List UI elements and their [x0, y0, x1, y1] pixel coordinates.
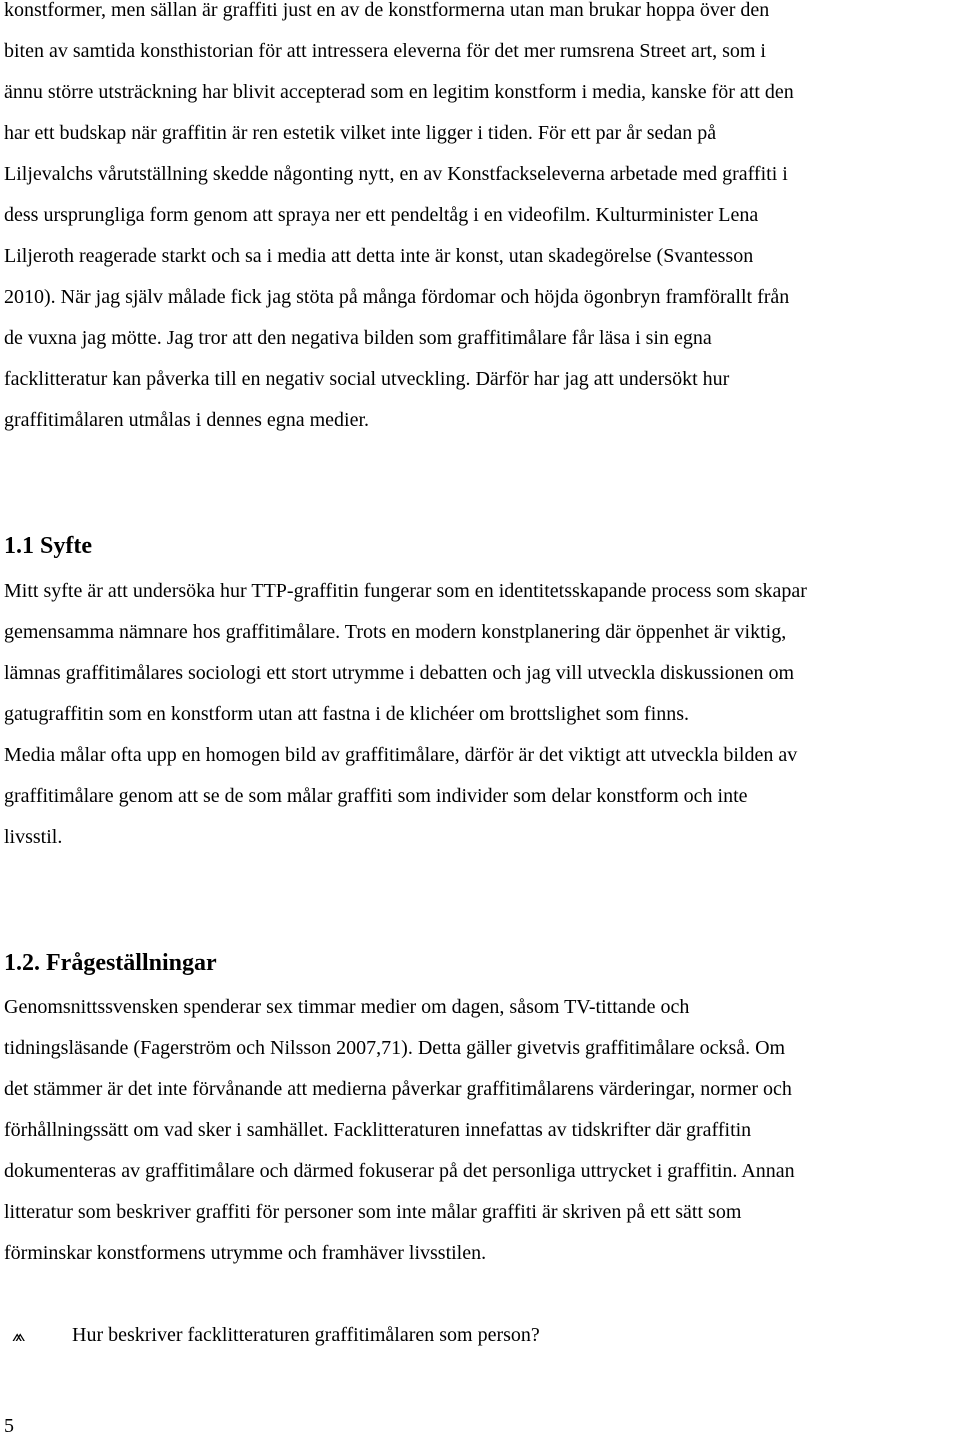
fragestallningar-paragraph: [4, 987, 960, 1274]
section-heading-syfte: 1.1 Syfte: [4, 533, 92, 559]
paragraph-line: litteratur som beskriver graffiti för personer som inte målar graffiti är skriven på ett sätt som: [4, 1201, 742, 1223]
research-question-text: Hur beskriver facklitteraturen graffitimålaren som person?: [72, 1324, 540, 1346]
paragraph-line: tidningsläsande (Fagerström och Nilsson 2007,71). Detta gäller givetvis graffitimålare också. Om: [4, 1037, 786, 1059]
section-heading-fragestallningar: 1.2. Frågeställningar: [4, 950, 217, 976]
paragraph-line: Liljeroth reagerade starkt och sa i media att detta inte är konst, utan skadegörelse (Svantesson: [4, 245, 754, 267]
paragraph-line: dess ursprungliga form genom att spraya ner ett pendeltåg i en videofilm. Kulturminister Lena: [4, 204, 759, 226]
syfte-paragraph: [4, 571, 960, 858]
paragraph-line: lämnas graffitimålares sociologi ett stort utrymme i debatten och jag vill utveckla diskussionen om: [4, 662, 795, 684]
paragraph-line: förminskar konstformens utrymme och framhäver livsstilen.: [4, 1242, 487, 1264]
paragraph-line: dokumenteras av graffitimålare och därmed fokuserar på det personliga uttrycket i graffitin. Annan: [4, 1160, 795, 1182]
paragraph-line: Liljevalchs vårutställning skedde någonting nytt, en av Konstfackseleverna arbetade med graffiti i: [4, 163, 788, 185]
page-number: 5: [4, 1415, 14, 1437]
intro-paragraph: [4, 0, 960, 441]
paragraph-line: graffitimålaren utmålas i dennes egna medier.: [4, 409, 370, 431]
paragraph-line: Mitt syfte är att undersöka hur TTP-graffitin fungerar som en identitetsskapande process som skapar: [4, 580, 807, 602]
paragraph-line: har ett budskap när graffitin är ren estetik vilket inte ligger i tiden. För ett par år sedan på: [4, 122, 717, 144]
paragraph-line: 2010). När jag själv målade fick jag stöta på många fördomar och höjda ögonbryn framförallt från: [4, 286, 790, 308]
paragraph-line: livsstil.: [4, 826, 63, 848]
paragraph-line: ännu större utsträckning har blivit accepterad som en legitim konstform i media, kanske för att den: [4, 81, 794, 103]
paragraph-line: Genomsnittssvensken spenderar sex timmar medier om dagen, såsom TV-tittande och: [4, 996, 690, 1018]
research-question-item: [12, 1320, 540, 1351]
paragraph-line: facklitteratur kan påverka till en negativ social utveckling. Därför har jag att undersökt hur: [4, 368, 730, 390]
paragraph-line: förhållningssätt om vad sker i samhället. Facklitteraturen innefattas av tidskrifter där graffitin: [4, 1119, 752, 1141]
paragraph-line: graffitimålare genom att se de som målar graffiti som individer som delar konstform och inte: [4, 785, 748, 807]
paragraph-line: gemensamma nämnare hos graffitimålare. Trots en modern konstplanering där öppenhet är viktig,: [4, 621, 787, 643]
paragraph-line: gatugraffitin som en konstform utan att fastna i de klichéer om brottslighet som finns.: [4, 703, 690, 725]
paragraph-line: Media målar ofta upp en homogen bild av graffitimålare, därför är det viktigt att utveckla bilden av: [4, 744, 798, 766]
bullet-icon: ⩕: [12, 1326, 26, 1346]
paragraph-line: konstformer, men sällan är graffiti just en av de konstformerna utan man brukar hoppa över den: [4, 0, 770, 21]
paragraph-line: biten av samtida konsthistorian för att intressera eleverna för det mer rumsrena Street art, som i: [4, 40, 766, 62]
paragraph-line: de vuxna jag mötte. Jag tror att den negativa bilden som graffitimålare får läsa i sin egna: [4, 327, 712, 349]
paragraph-line: det stämmer är det inte förvånande att medierna påverkar graffitimålarens värderingar, normer och: [4, 1078, 792, 1100]
